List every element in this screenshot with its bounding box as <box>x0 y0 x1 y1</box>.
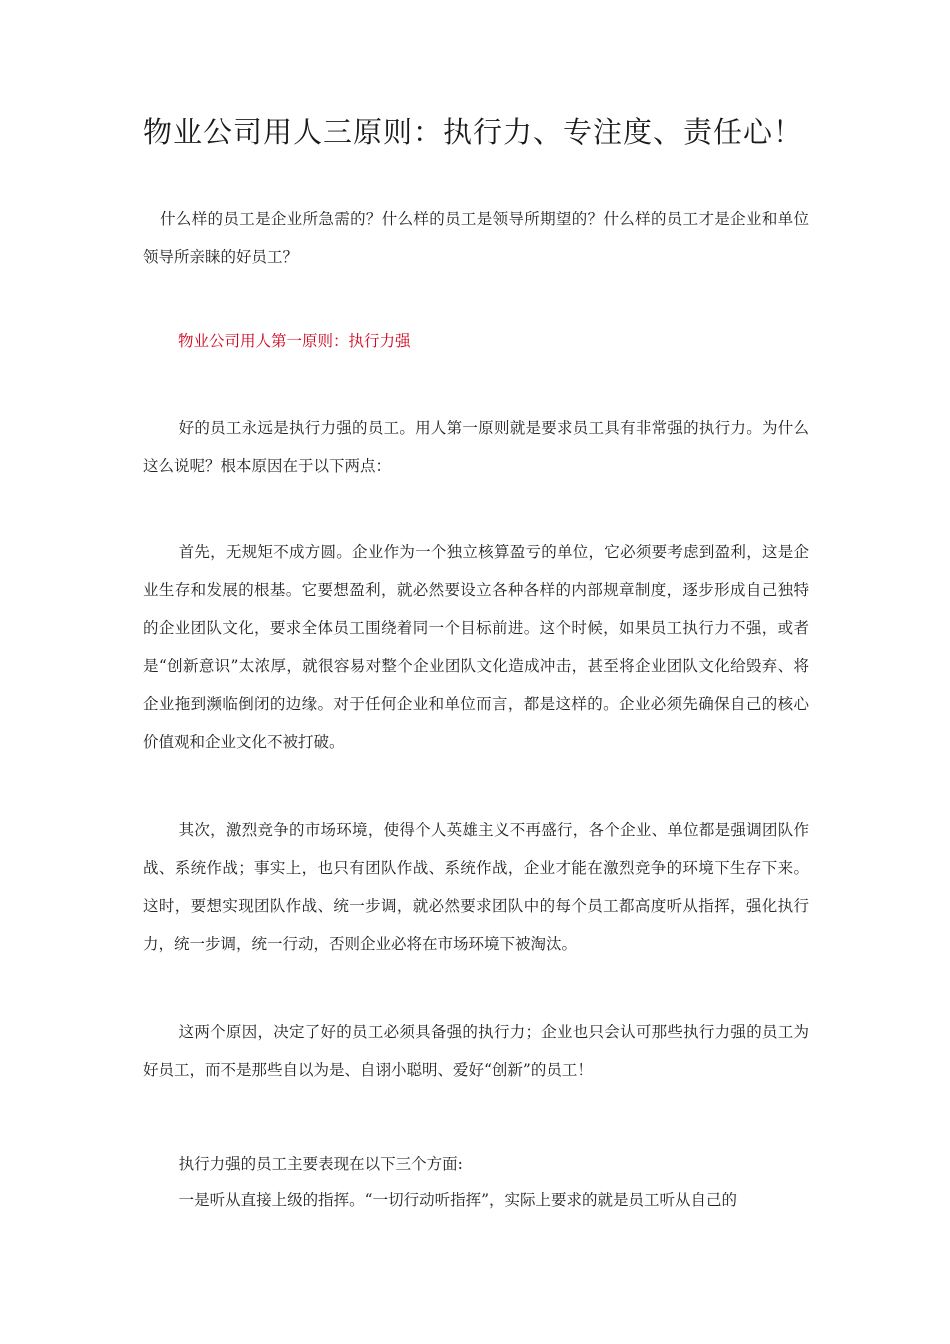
paragraph-first-reason: 首先，无规矩不成方圆。企业作为一个独立核算盈亏的单位，它必须要考虑到盈利，这是企业生存和发展的根基。它要想盈利，就必然要设立各种各样的内部规章制度，逐步形成自己独特的企业团队文化，要求全体员工围绕着同一个目标前进。这个时候，如果员工执行力不强，或者是“创新意识”太浓厚，就很容易对整个企业团队文化造成冲击，甚至将企业团队文化给毁弃、将企业拖到濒临倒闭的边缘。对于任何企业和单位而言，都是这样的。企业必须先确保自己的核心价值观和企业文化不被打破。 <box>143 543 809 751</box>
intro-paragraph: 什么样的员工是企业所急需的？什么样的员工是领导所期望的？什么样的员工才是企业和单位领导所亲睐的好员工？ <box>143 210 809 266</box>
paragraph-second-reason: 其次，激烈竞争的市场环境，使得个人英雄主义不再盛行，各个企业、单位都是强调团队作战、系统作战；事实上，也只有团队作战、系统作战，企业才能在激烈竞争的环境下生存下来。这时，要想实现团队作战、统一步调，就必然要求团队中的每个员工都高度听从指挥，强化执行力，统一步调，统一行动，否则企业必将在市场环境下被淘汰。 <box>143 821 809 953</box>
paragraph-execution: 好的员工永远是执行力强的员工。用人第一原则就是要求员工具有非常强的执行力。为什么这么说呢？根本原因在于以下两点： <box>143 419 809 475</box>
document-title: 物业公司用人三原则：执行力、专注度、责任心！ <box>143 115 804 149</box>
paragraph-conclusion: 这两个原因，决定了好的员工必须具备强的执行力；企业也只会认可那些执行力强的员工为好员工，而不是那些自以为是、自诩小聪明、爱好“创新”的员工！ <box>143 1023 809 1079</box>
section-heading-principle-1: 物业公司用人第一原则：执行力强 <box>178 332 411 350</box>
list-intro: 执行力强的员工主要表现在以下三个方面: <box>178 1155 463 1173</box>
list-item-1: 一是听从直接上级的指挥。“一切行动听指挥”，实际上要求的就是员工听从自己的 <box>178 1191 737 1209</box>
